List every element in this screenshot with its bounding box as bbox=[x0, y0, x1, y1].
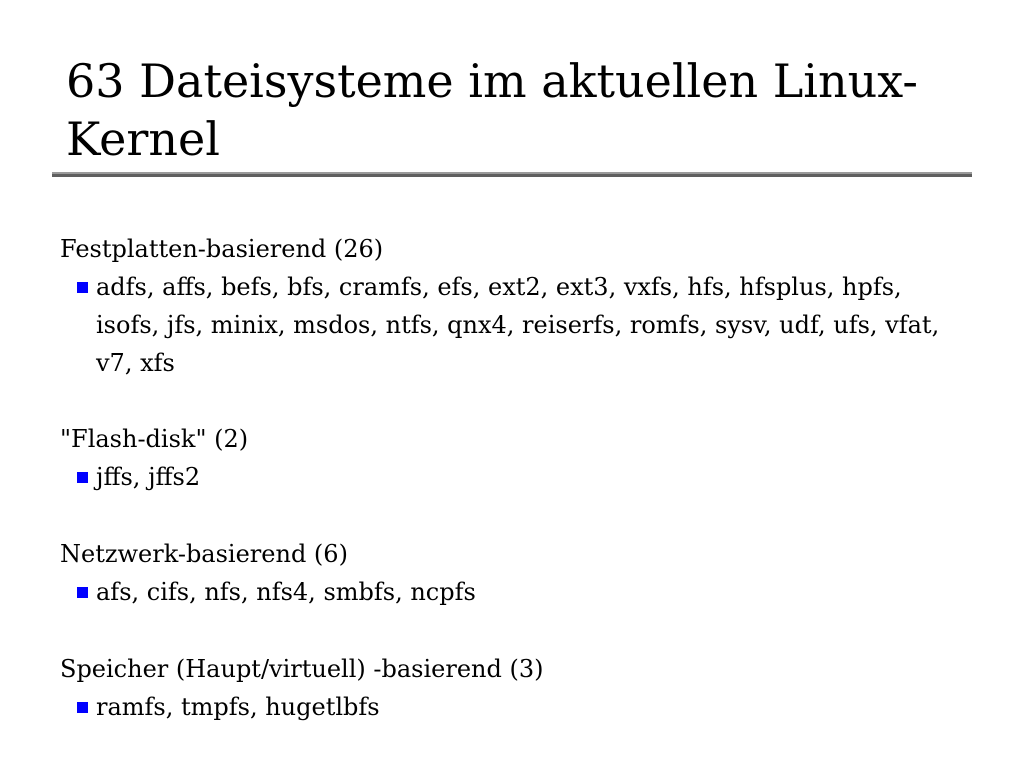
square-bullet-icon bbox=[77, 282, 88, 293]
section-heading: Speicher (Haupt/virtuell) -basierend (3) bbox=[60, 655, 544, 683]
slide-title: 63 Dateisysteme im aktuellen Linux-Kernel bbox=[66, 54, 918, 166]
list-item-text: afs, cifs, nfs, nfs4, smbfs, ncpfs bbox=[96, 578, 476, 606]
square-bullet-icon bbox=[77, 587, 88, 598]
section-heading: Festplatten-basierend (26) bbox=[60, 235, 384, 263]
list-item-text: jffs, jffs2 bbox=[96, 463, 201, 491]
section-heading: "Flash-disk" (2) bbox=[60, 425, 249, 453]
section-network-based bbox=[60, 535, 960, 611]
list-item-text: adfs, affs, befs, bfs, cramfs, efs, ext2, ext3, vxfs, hfs, hfsplus, hpfs, isofs, jfs, minix, msdos, ntfs, qnx4, reiserfs, romfs, sysv, udf, ufs, vfat, v7, xfs bbox=[96, 273, 940, 377]
list-item bbox=[60, 573, 960, 611]
section-heading: Netzwerk-basierend (6) bbox=[60, 540, 348, 568]
list-item bbox=[60, 458, 960, 496]
square-bullet-icon bbox=[77, 472, 88, 483]
section-memory-based bbox=[60, 650, 960, 726]
section-flash-disk bbox=[60, 420, 960, 496]
list-item-text: ramfs, tmpfs, hugetlbfs bbox=[96, 693, 380, 721]
square-bullet-icon bbox=[77, 702, 88, 713]
list-item bbox=[60, 268, 960, 382]
title-divider bbox=[52, 172, 972, 177]
section-disk-based bbox=[60, 230, 960, 382]
list-item bbox=[60, 688, 960, 726]
